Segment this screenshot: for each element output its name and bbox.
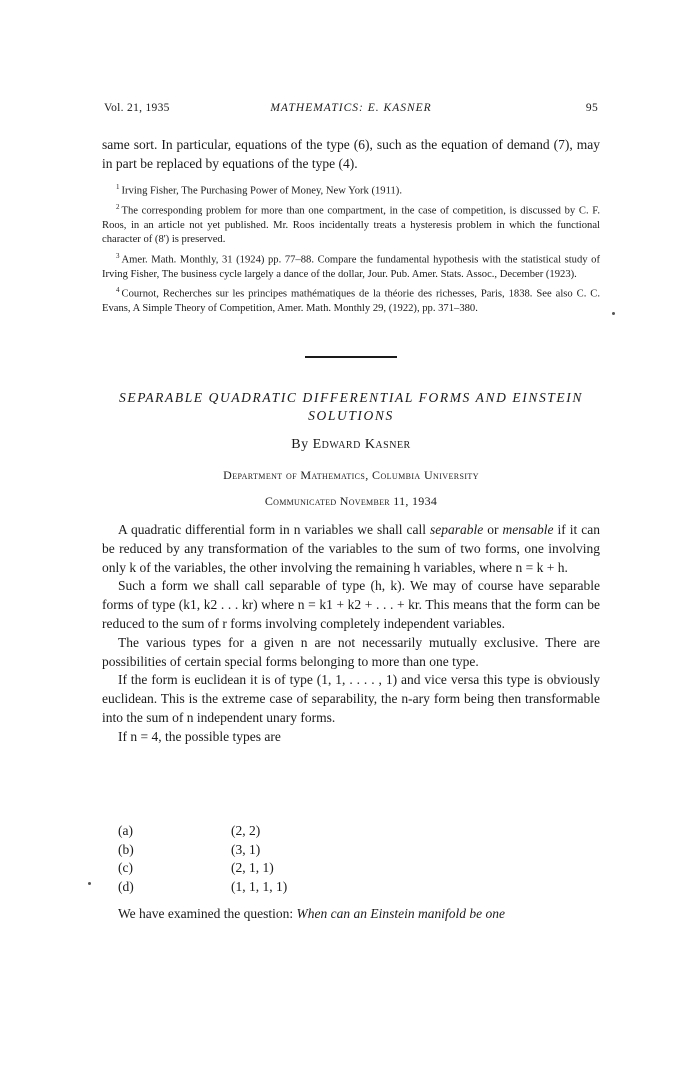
case-label: (a)	[118, 823, 133, 838]
body-paragraph	[102, 521, 600, 577]
page-number: 95	[585, 102, 598, 114]
case-type: (1, 1, 1, 1)	[231, 878, 288, 894]
footnote	[102, 200, 600, 248]
text-run: We have examined the question:	[118, 906, 297, 921]
author-name: Edward Kasner	[312, 437, 411, 452]
footnote-text: Irving Fisher, The Purchasing Power of Money, New York (1911).	[121, 185, 402, 197]
footnote	[102, 180, 600, 199]
footnote	[102, 249, 600, 282]
margin-speck	[612, 312, 615, 315]
footnote-mark: 1	[116, 183, 120, 191]
communicated-date: Communicated November 11, 1934	[264, 494, 438, 508]
body-paragraph: If n = 4, the possible types are	[118, 728, 281, 744]
list-item	[118, 841, 418, 860]
footnote-text: Cournot, Recherches sur les principes mathématiques de la théorie des richesses, Paris, 1838. See also C. C. Evans, A Simple Theory of Competition, Amer. Math. Monthly 29, (1922), pp. 371–380.	[102, 288, 600, 314]
case-label: (c)	[118, 860, 133, 875]
text-run: A quadratic differential form in n variables we shall call	[118, 522, 430, 537]
body-paragraph: Such a form we shall call separable of type (h, k). We may of course have separable forms of type (k1, k2 . . . kr) where n = k1 + k2 + . . . + kr. This means that the form can be reduced to the sum of r forms involving completely independent variables.	[102, 578, 600, 631]
case-type: (2, 2)	[231, 823, 261, 838]
volume-label: Vol. 21, 1935	[104, 102, 170, 114]
author-line	[102, 437, 600, 453]
case-type: (3, 1)	[231, 841, 261, 857]
italic-term: mensable	[502, 522, 554, 537]
list-item	[118, 822, 418, 841]
list-item	[118, 859, 418, 878]
section-divider	[305, 356, 397, 358]
running-title: MATHEMATICS: E. KASNER	[270, 102, 432, 114]
body-paragraph: The various types for a given n are not necessarily mutually exclusive. There are possibilities of certain special forms belonging to more than one type.	[102, 634, 600, 669]
text-run: if it can be reduced by any transformation of the variables to the sum of two forms, one involving only k of the variables, the other involving the remaining h variables, where n = k + h.	[102, 522, 600, 575]
case-label: (b)	[118, 841, 134, 857]
intro-paragraph: same sort. In particular, equations of the type (6), such as the equation of demand (7), may in part be replaced by equations of the type (4).	[102, 137, 600, 171]
closing-line	[102, 904, 600, 923]
footnote-mark: 2	[116, 202, 120, 211]
footnotes	[102, 180, 600, 317]
article-body	[102, 521, 600, 747]
footnote-mark: 3	[116, 251, 120, 260]
list-item	[118, 878, 418, 897]
footnote-text: Amer. Math. Monthly, 31 (1924) pp. 77–88. Compare the fundamental hypothesis with the statistical study of Irving Fisher, The business cycle largely a dance of the dollar, Jour. Pub. Amer. Stats. Assoc., December (1923).	[102, 254, 600, 280]
footnote	[102, 283, 600, 316]
body-paragraph: If the form is euclidean it is of type (1, 1, . . . . , 1) and vice versa this type is obviously euclidean. This is the extreme case of separability, the n-ary form being then transformable into the sum of n independent unary forms.	[102, 672, 600, 725]
italic-term: separable	[429, 522, 484, 537]
italic-question: When can an Einstein manifold be one	[296, 906, 505, 921]
case-type: (2, 1, 1)	[231, 860, 274, 875]
author-affiliation: Department of Mathematics, Columbia University	[223, 468, 479, 482]
case-label: (d)	[118, 878, 134, 894]
type-list	[118, 822, 418, 896]
footnote-text: The corresponding problem for more than one compartment, in the case of competition, is discussed by C. F. Roos, in an article not yet published. Mr. Roos incidentally treats a hysteresis problem in which the functional character of (8') is preserved.	[102, 205, 600, 246]
author-prefix: By	[291, 437, 309, 452]
footnote-mark: 4	[116, 286, 120, 295]
text-run: or	[483, 522, 503, 537]
article-title: SEPARABLE QUADRATIC DIFFERENTIAL FORMS AND EINSTEIN SOLUTIONS	[119, 390, 583, 423]
margin-speck	[88, 882, 91, 885]
